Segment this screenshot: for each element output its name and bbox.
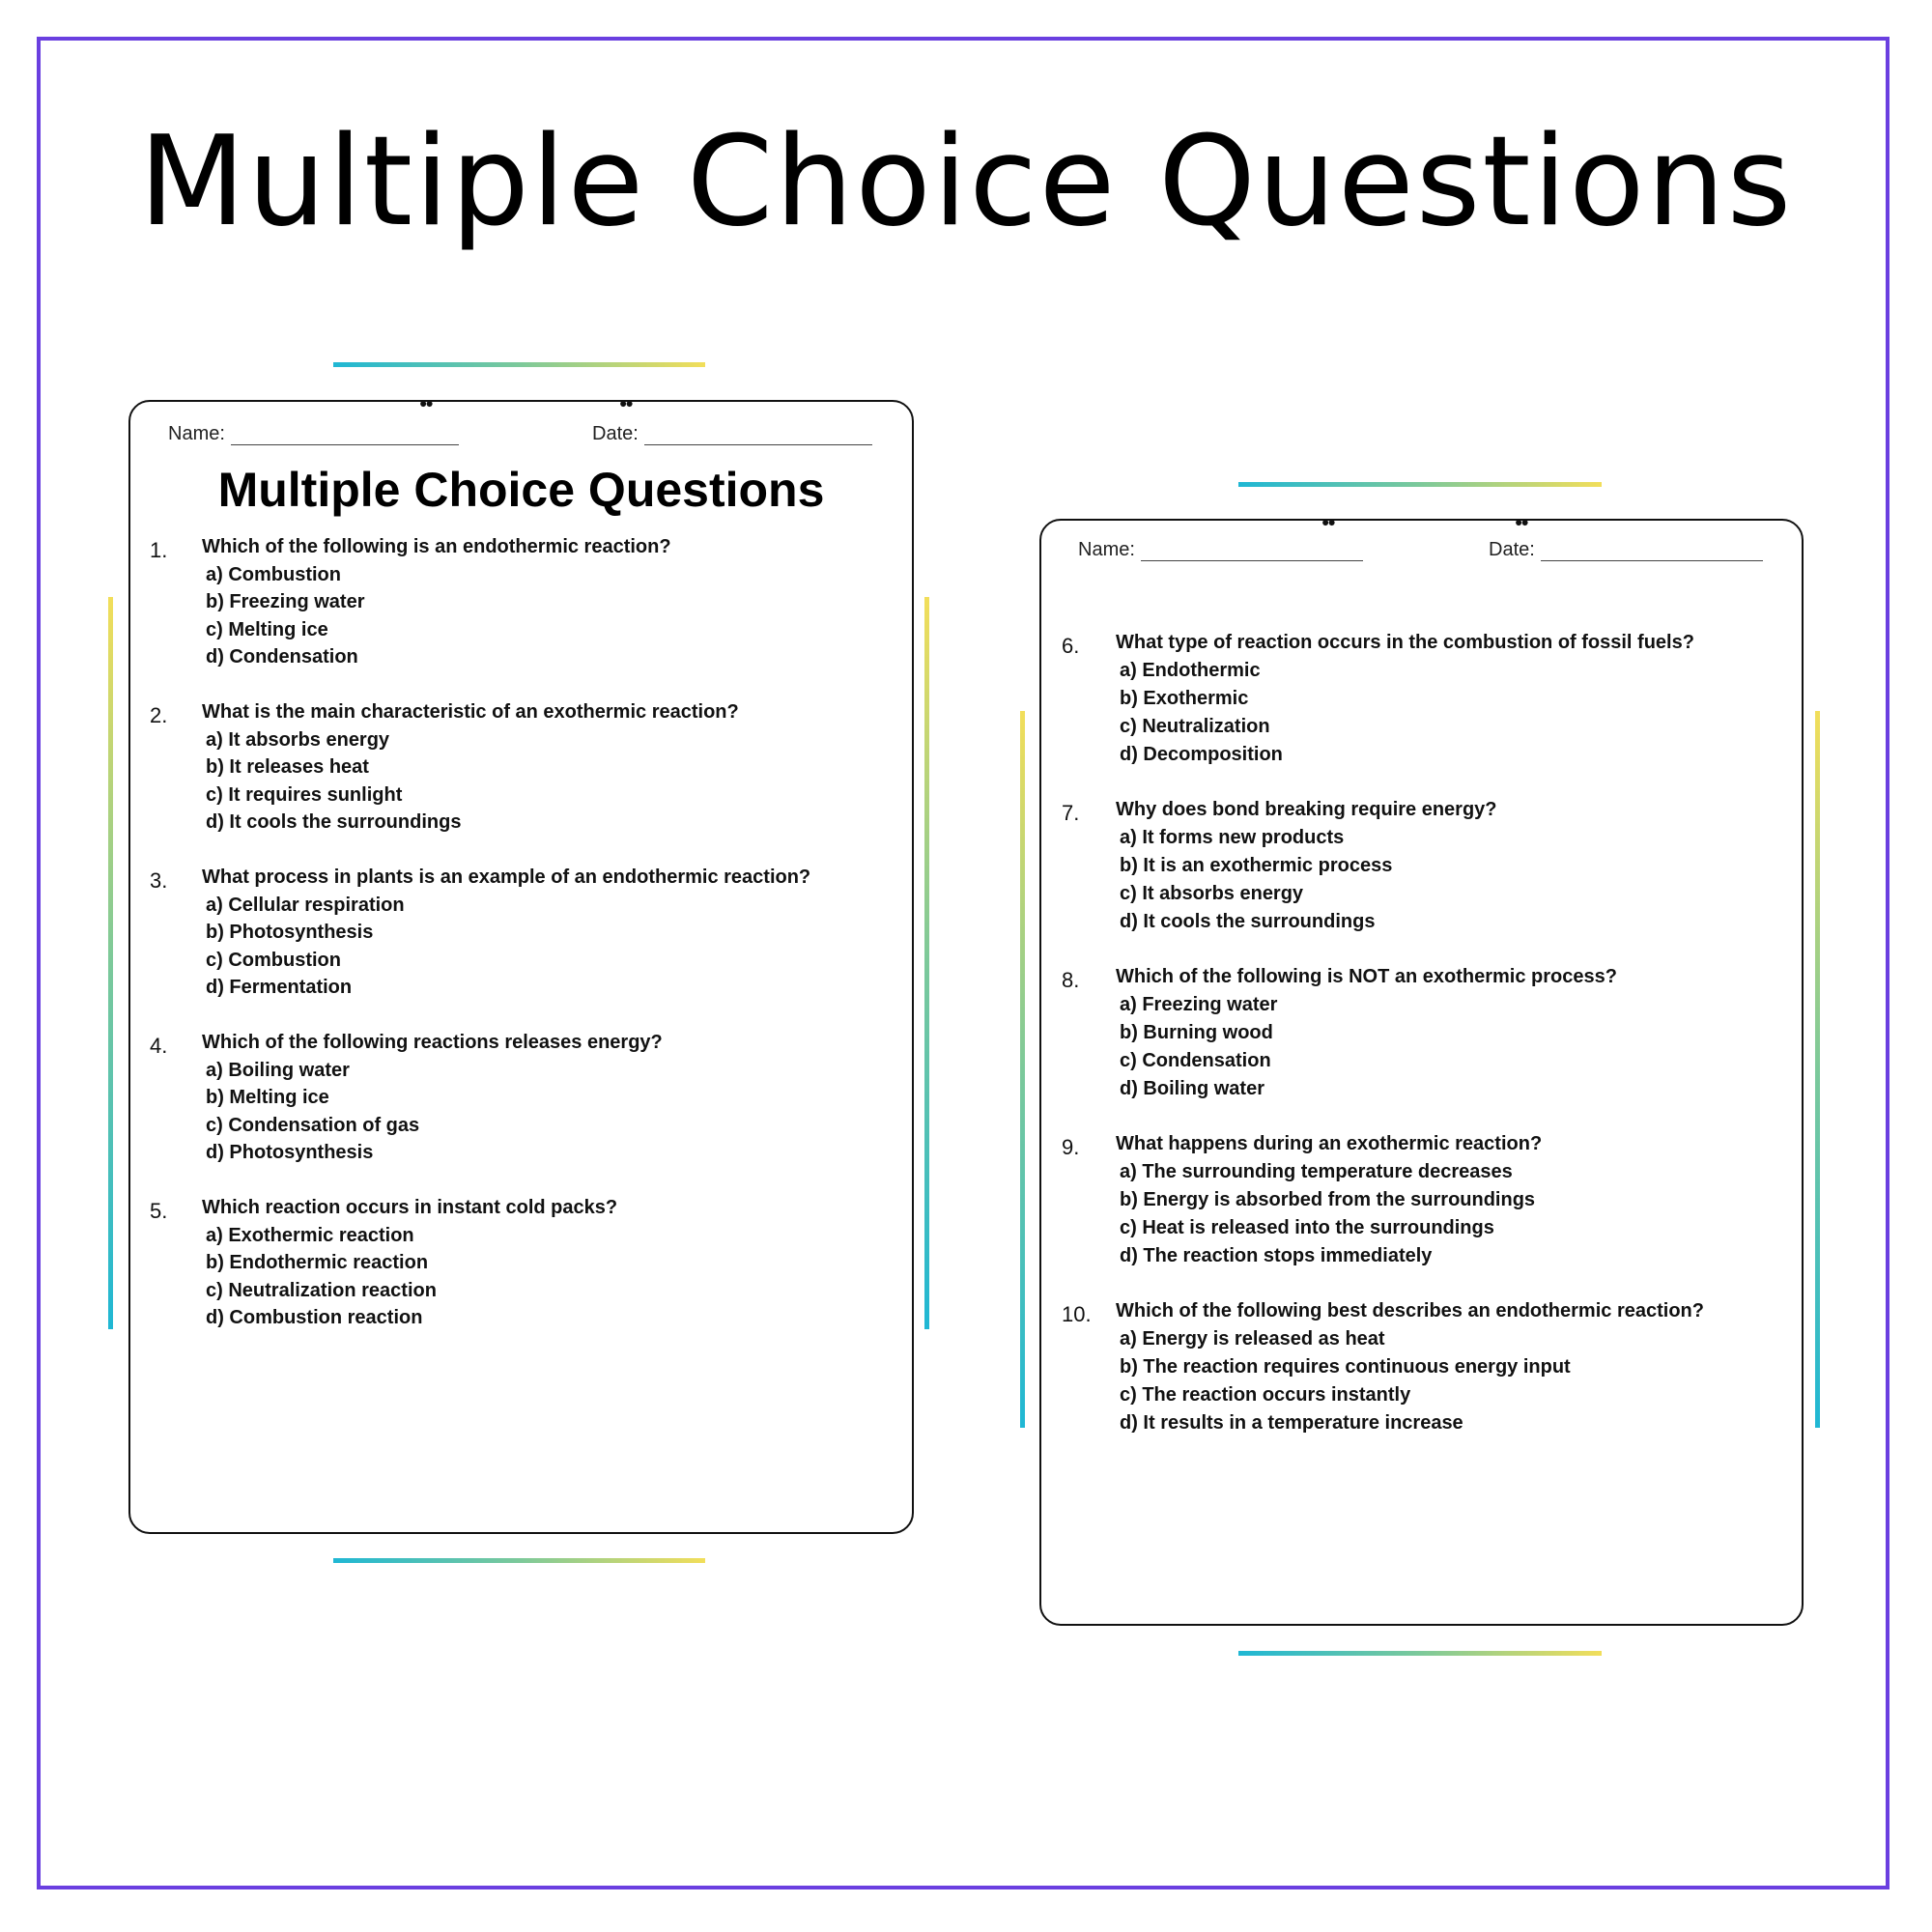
answer-option[interactable]: a) The surrounding temperature decreases (1120, 1161, 1513, 1182)
answer-option[interactable]: d) Condensation (206, 646, 358, 668)
answer-option[interactable]: b) Exothermic (1120, 688, 1249, 709)
answer-option[interactable]: b) Endothermic reaction (206, 1252, 429, 1273)
answer-option[interactable]: a) Cellular respiration (206, 894, 405, 916)
answer-option[interactable]: c) Neutralization reaction (206, 1279, 437, 1301)
question-number: 4. (150, 1034, 168, 1058)
top-accent-line (333, 362, 705, 367)
answer-option[interactable]: a) It forms new products (1120, 827, 1345, 848)
top-accent-line (1238, 482, 1602, 487)
question-number: 3. (150, 868, 168, 893)
question-text: What is the main characteristic of an exothermic reaction? (202, 701, 739, 723)
question-number: 5. (150, 1199, 168, 1223)
answer-option[interactable]: b) The reaction requires continuous energy input (1120, 1356, 1571, 1378)
answer-option[interactable]: a) Combustion (206, 563, 341, 585)
question-number: 9. (1062, 1135, 1080, 1159)
answer-option[interactable]: b) Burning wood (1120, 1022, 1273, 1043)
left-accent-line (1020, 711, 1025, 1428)
answer-option[interactable]: b) It releases heat (206, 756, 369, 778)
worksheet-page-1 (128, 395, 914, 1534)
answer-option[interactable]: c) Combustion (206, 949, 341, 971)
binder-ring: ●● (419, 395, 432, 411)
answer-option[interactable]: a) Freezing water (1120, 994, 1278, 1015)
answer-option[interactable]: c) Heat is released into the surroundings (1120, 1217, 1494, 1238)
answer-option[interactable]: d) It cools the surroundings (206, 811, 462, 833)
answer-option[interactable]: c) The reaction occurs instantly (1120, 1384, 1411, 1406)
worksheet-page-2 (1039, 514, 1804, 1626)
question-text: Which of the following is NOT an exothermic process? (1116, 966, 1617, 987)
worksheet-title: Multiple Choice Questions (217, 463, 825, 517)
page-title: Multiple Choice Questions (138, 110, 1794, 254)
answer-option[interactable]: b) Photosynthesis (206, 922, 374, 943)
binder-ring: ●● (1321, 514, 1334, 529)
question-text: Which of the following is an endothermic reaction? (202, 536, 671, 557)
binder-ring: ●● (619, 395, 632, 411)
question-number: 1. (150, 538, 168, 562)
question-number: 10. (1062, 1302, 1092, 1326)
answer-option[interactable]: d) Combustion reaction (206, 1307, 423, 1328)
answer-option[interactable]: c) It absorbs energy (1120, 883, 1304, 904)
question-number: 7. (1062, 801, 1080, 825)
answer-option[interactable]: c) Condensation (1120, 1050, 1271, 1071)
date-label: Date: (592, 423, 639, 444)
question-text: What process in plants is an example of an endothermic reaction? (202, 867, 811, 888)
question-text: Which of the following reactions releases energy? (202, 1032, 663, 1053)
answer-option[interactable]: c) Melting ice (206, 618, 328, 640)
question-text: What type of reaction occurs in the combustion of fossil fuels? (1116, 632, 1694, 653)
date-field[interactable] (592, 423, 872, 445)
question-number: 2. (150, 703, 168, 727)
date-field[interactable] (1489, 539, 1763, 561)
answer-option[interactable]: d) The reaction stops immediately (1120, 1245, 1433, 1266)
question-text: Which reaction occurs in instant cold packs? (202, 1197, 618, 1218)
question-text: What happens during an exothermic reaction? (1116, 1133, 1543, 1154)
answer-option[interactable]: a) Endothermic (1120, 660, 1261, 681)
bottom-accent-line (1238, 1651, 1602, 1656)
answer-option[interactable]: d) Photosynthesis (206, 1142, 374, 1163)
right-accent-line (924, 597, 929, 1329)
date-label: Date: (1489, 539, 1535, 560)
answer-option[interactable]: a) Boiling water (206, 1059, 350, 1081)
name-label: Name: (168, 423, 225, 444)
bottom-accent-line (333, 1558, 705, 1563)
answer-option[interactable]: d) It results in a temperature increase (1120, 1412, 1463, 1434)
answer-option[interactable]: d) Fermentation (206, 977, 353, 998)
answer-option[interactable]: b) Melting ice (206, 1087, 329, 1108)
answer-option[interactable]: b) Energy is absorbed from the surroundings (1120, 1189, 1536, 1210)
answer-option[interactable]: b) It is an exothermic process (1120, 855, 1393, 876)
right-accent-line (1815, 711, 1820, 1428)
question-number: 8. (1062, 968, 1080, 992)
answer-option[interactable]: a) Exothermic reaction (206, 1224, 414, 1246)
answer-option[interactable]: d) It cools the surroundings (1120, 911, 1376, 932)
name-field[interactable] (168, 423, 459, 445)
name-label: Name: (1078, 539, 1135, 560)
answer-option[interactable]: b) Freezing water (206, 591, 365, 612)
question-text: Which of the following best describes an endothermic reaction? (1116, 1300, 1704, 1321)
answer-option[interactable]: a) It absorbs energy (206, 728, 390, 751)
binder-ring: ●● (1515, 514, 1527, 529)
answer-option[interactable]: d) Decomposition (1120, 744, 1283, 765)
answer-option[interactable]: c) Neutralization (1120, 716, 1270, 737)
question-text: Why does bond breaking require energy? (1116, 799, 1497, 820)
left-accent-line (108, 597, 113, 1329)
answer-option[interactable]: c) It requires sunlight (206, 783, 403, 806)
answer-option[interactable]: c) Condensation of gas (206, 1114, 420, 1136)
name-field[interactable] (1078, 539, 1363, 561)
answer-option[interactable]: a) Energy is released as heat (1120, 1328, 1385, 1350)
question-number: 6. (1062, 634, 1080, 658)
answer-option[interactable]: d) Boiling water (1120, 1078, 1264, 1099)
